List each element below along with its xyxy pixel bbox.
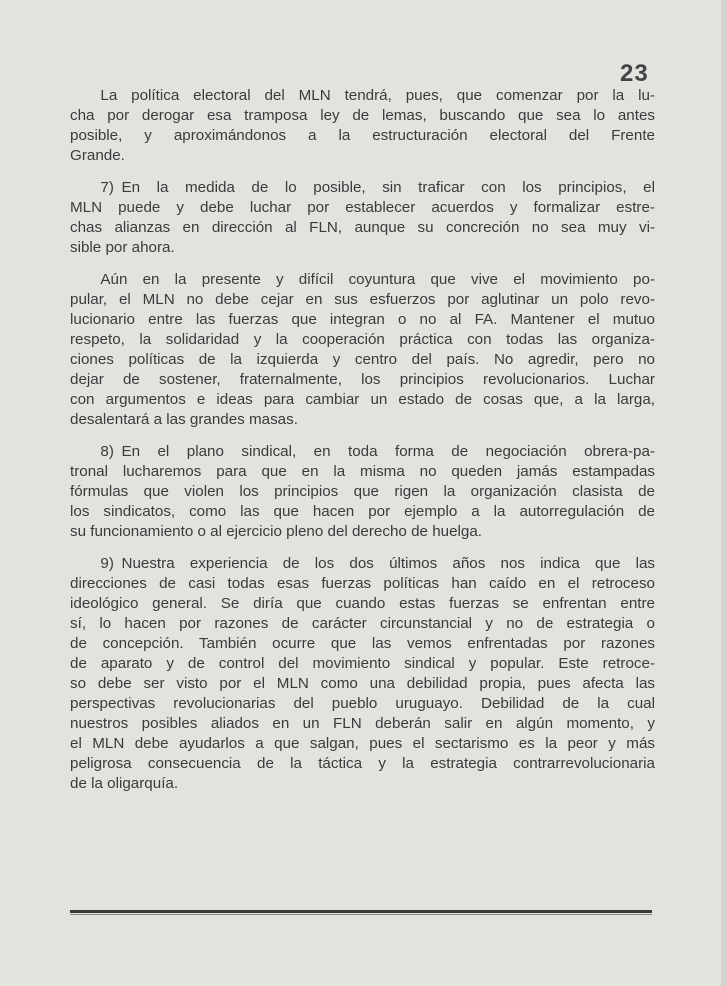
text-line: La política electoral del MLN tendrá, pues, que comenzar por la lu- <box>70 87 655 104</box>
paragraph <box>70 442 655 542</box>
page-number: 23 <box>620 60 649 87</box>
text-line: nuestros posibles aliados en un FLN deberán salir en algún momento, y <box>70 715 655 732</box>
text-line: su funcionamiento o al ejercicio pleno del derecho de huelga. <box>70 523 483 540</box>
text-line: perspectivas revolucionarias del pueblo uruguayo. Debilidad de la cual <box>70 695 655 712</box>
text-line: ciones políticas de la izquierda y centro del país. No agredir, pero no <box>70 351 655 368</box>
paragraph <box>70 270 655 430</box>
text-line: 9) Nuestra experiencia de los dos últimos años nos indica que las <box>70 555 655 572</box>
text-line: lucionario entre las fuerzas que integran o no al FA. Mantener el mutuo <box>70 311 655 328</box>
text-line: tronal lucharemos para que en la misma no queden jamás estampadas <box>70 463 655 480</box>
footer-rule-shadow <box>70 914 652 915</box>
text-line: Grande. <box>70 147 125 164</box>
paragraph <box>70 86 655 166</box>
paragraph <box>70 554 655 794</box>
text-line: 8) En el plano sindical, en toda forma de negociación obrera-pa- <box>70 443 655 460</box>
text-line: posible, y aproximándonos a la estructuración electoral del Frente <box>70 127 655 144</box>
document-body <box>70 86 655 806</box>
text-line: cha por derogar esa tramposa ley de lemas, buscando que sea lo antes <box>70 107 655 124</box>
text-line: con argumentos e ideas para cambiar un estado de cosas que, a la larga, <box>70 391 655 408</box>
paragraph <box>70 178 655 258</box>
text-line: de aparato y de control del movimiento sindical y popular. Este retroce- <box>70 655 655 672</box>
text-line: los sindicatos, como las que hacen por ejemplo a la autorregulación de <box>70 503 655 520</box>
text-line: sí, lo hacen por razones de carácter circunstancial y no de estrategia o <box>70 615 655 632</box>
text-line: peligrosa consecuencia de la táctica y la estrategia contrarrevolucionaria <box>70 755 655 772</box>
text-line: dejar de sostener, fraternalmente, los principios revolucionarios. Luchar <box>70 371 655 388</box>
text-line: desalentará a las grandes masas. <box>70 411 298 428</box>
text-line: so debe ser visto por el MLN como una debilidad propia, pues afecta las <box>70 675 655 692</box>
text-line: MLN puede y debe luchar por establecer acuerdos y formalizar estre- <box>70 199 655 216</box>
page-edge <box>721 0 727 986</box>
text-line: pular, el MLN no debe cejar en sus esfuerzos por aglutinar un polo revo- <box>70 291 655 308</box>
text-line: el MLN debe ayudarlos a que salgan, pues el sectarismo es la peor y más <box>70 735 655 752</box>
text-line: de la oligarquía. <box>70 775 179 792</box>
text-line: Aún en la presente y difícil coyuntura que vive el movimiento po- <box>70 271 655 288</box>
footer-rule <box>70 910 652 913</box>
text-line: 7) En la medida de lo posible, sin traficar con los principios, el <box>70 179 655 196</box>
text-line: ideológico general. Se diría que cuando estas fuerzas se enfrentan entre <box>70 595 655 612</box>
text-line: chas alianzas en dirección al FLN, aunque su concreción no sea muy vi- <box>70 219 655 236</box>
text-line: direcciones de casi todas esas fuerzas políticas han caído en el retroceso <box>70 575 655 592</box>
text-line: respeto, la solidaridad y la cooperación práctica con todas las organiza- <box>70 331 655 348</box>
text-line: fórmulas que violen los principios que rigen la organización clasista de <box>70 483 655 500</box>
text-line: sible por ahora. <box>70 239 175 256</box>
text-line: de concepción. También ocurre que las vemos enfrentadas por razones <box>70 635 655 652</box>
